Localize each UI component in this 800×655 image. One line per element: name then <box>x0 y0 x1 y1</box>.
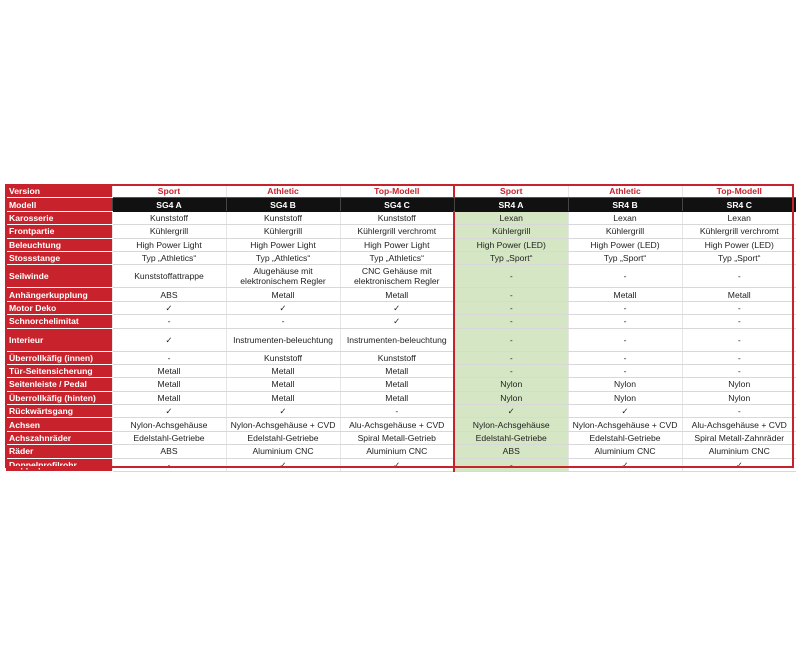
value-cell: Metall <box>112 391 226 404</box>
value-cell: - <box>682 328 796 351</box>
value-cell: Nylon <box>682 378 796 391</box>
value-cell: Kühlergrill <box>112 225 226 238</box>
value-cell: - <box>454 364 568 377</box>
table-row <box>6 431 796 444</box>
value-cell: Typ „Athletics“ <box>340 251 454 264</box>
table-row <box>6 251 796 264</box>
value-cell: Metall <box>112 378 226 391</box>
row-label: Modell <box>6 198 112 211</box>
value-cell: - <box>568 265 682 288</box>
value-cell: Nylon <box>568 391 682 404</box>
value-cell: ✓ <box>226 405 340 418</box>
value-cell: Metall <box>226 391 340 404</box>
model-cell: SG4 C <box>340 198 454 211</box>
value-cell: Metall <box>340 391 454 404</box>
table-row <box>6 445 796 458</box>
value-cell: - <box>682 301 796 314</box>
row-label: Räder <box>6 445 112 458</box>
row-label: Karosserie <box>6 211 112 224</box>
table-body <box>6 185 796 472</box>
value-cell: ✓ <box>112 405 226 418</box>
row-label: Anhängerkupplung <box>6 288 112 301</box>
value-cell: - <box>454 315 568 328</box>
value-cell: High Power Light <box>226 238 340 251</box>
row-label: Motor Deko <box>6 301 112 314</box>
model-row <box>6 198 796 211</box>
version-cell: Athletic <box>568 185 682 198</box>
row-label: Achszahnräder <box>6 431 112 444</box>
row-label: Überrollkäfig (innen) <box>6 351 112 364</box>
version-cell: Athletic <box>226 185 340 198</box>
value-cell: Instrumenten-beleuchtung <box>340 328 454 351</box>
value-cell: Typ „Athletics“ <box>226 251 340 264</box>
row-label: Rückwärtsgang <box>6 405 112 418</box>
value-cell: - <box>454 351 568 364</box>
table-row <box>6 301 796 314</box>
value-cell: High Power (LED) <box>568 238 682 251</box>
value-cell: High Power (LED) <box>454 238 568 251</box>
value-cell: High Power (LED) <box>682 238 796 251</box>
value-cell: Typ „Sport“ <box>454 251 568 264</box>
value-cell: ✓ <box>340 458 454 471</box>
value-cell: - <box>568 351 682 364</box>
value-cell: ✓ <box>112 301 226 314</box>
value-cell: - <box>682 351 796 364</box>
version-cell: Sport <box>454 185 568 198</box>
table-row <box>6 211 796 224</box>
value-cell: ✓ <box>568 458 682 471</box>
value-cell: Nylon <box>682 391 796 404</box>
value-cell: Alugehäuse mit elektronischem Regler <box>226 265 340 288</box>
value-cell: - <box>226 315 340 328</box>
row-label: Interieur <box>6 328 112 351</box>
value-cell: Metall <box>340 364 454 377</box>
value-cell: Edelstahl-Getriebe <box>112 431 226 444</box>
value-cell: Typ „Sport“ <box>682 251 796 264</box>
value-cell: Kühlergrill <box>568 225 682 238</box>
table-row <box>6 418 796 431</box>
row-label: Schnorchelimitat <box>6 315 112 328</box>
version-cell: Sport <box>112 185 226 198</box>
value-cell: Typ „Sport“ <box>568 251 682 264</box>
value-cell: Lexan <box>568 211 682 224</box>
version-row <box>6 185 796 198</box>
value-cell: Typ „Athletics“ <box>112 251 226 264</box>
value-cell: Metall <box>340 288 454 301</box>
value-cell: ✓ <box>226 458 340 471</box>
value-cell: - <box>454 301 568 314</box>
table-row <box>6 351 796 364</box>
value-cell: Instrumenten-beleuchtung <box>226 328 340 351</box>
value-cell: Aluminium CNC <box>568 445 682 458</box>
value-cell: - <box>112 315 226 328</box>
row-label: Seitenleiste / Pedal <box>6 378 112 391</box>
value-cell: - <box>454 328 568 351</box>
value-cell: Nylon-Achsgehäuse + CVD <box>226 418 340 431</box>
row-label: Seilwinde <box>6 265 112 288</box>
value-cell: ✓ <box>682 458 796 471</box>
value-cell: Nylon <box>454 391 568 404</box>
value-cell: ABS <box>112 445 226 458</box>
value-cell: - <box>682 315 796 328</box>
value-cell: Nylon-Achsgehäuse <box>454 418 568 431</box>
table-row <box>6 328 796 351</box>
value-cell: - <box>682 265 796 288</box>
value-cell: - <box>454 265 568 288</box>
value-cell: Metall <box>226 378 340 391</box>
value-cell: Kunststoffattrappe <box>112 265 226 288</box>
row-label: Tür-Seitensicherung <box>6 364 112 377</box>
value-cell: Metall <box>682 288 796 301</box>
value-cell: Edelstahl-Getriebe <box>454 431 568 444</box>
value-cell: Metall <box>340 378 454 391</box>
value-cell: Lexan <box>454 211 568 224</box>
row-label: Version <box>6 185 112 198</box>
value-cell: Kühlergrill <box>226 225 340 238</box>
row-label: Überrollkäfig (hinten) <box>6 391 112 404</box>
value-cell: Kühlergrill verchromt <box>340 225 454 238</box>
value-cell: Edelstahl-Getriebe <box>568 431 682 444</box>
table-row <box>6 265 796 288</box>
table-row <box>6 458 796 471</box>
value-cell: ✓ <box>226 301 340 314</box>
value-cell: Kunststoff <box>112 211 226 224</box>
value-cell: Nylon-Achsgehäuse <box>112 418 226 431</box>
model-cell: SG4 B <box>226 198 340 211</box>
value-cell: Metall <box>568 288 682 301</box>
value-cell: Metall <box>226 288 340 301</box>
value-cell: Aluminium CNC <box>682 445 796 458</box>
value-cell: - <box>454 458 568 471</box>
value-cell: Edelstahl-Getriebe <box>226 431 340 444</box>
value-cell: Nylon-Achsgehäuse + CVD <box>568 418 682 431</box>
value-cell: Metall <box>112 364 226 377</box>
table-row <box>6 378 796 391</box>
value-cell: Aluminium CNC <box>226 445 340 458</box>
value-cell: Kühlergrill <box>454 225 568 238</box>
table-row <box>6 405 796 418</box>
value-cell: - <box>112 351 226 364</box>
version-cell: Top-Modell <box>340 185 454 198</box>
table-row <box>6 288 796 301</box>
model-cell: SR4 A <box>454 198 568 211</box>
value-cell: Alu-Achsgehäuse + CVD <box>682 418 796 431</box>
value-cell: ABS <box>112 288 226 301</box>
value-cell: - <box>568 364 682 377</box>
model-cell: SR4 C <box>682 198 796 211</box>
value-cell: - <box>568 301 682 314</box>
value-cell: - <box>568 315 682 328</box>
value-cell: Lexan <box>682 211 796 224</box>
row-label: Frontpartie <box>6 225 112 238</box>
row-label: Doppelprofilrohr <box>6 458 112 471</box>
value-cell: - <box>112 458 226 471</box>
table-row <box>6 225 796 238</box>
value-cell: Kunststoff <box>340 351 454 364</box>
value-cell: ✓ <box>340 301 454 314</box>
value-cell: Kühlergrill verchromt <box>682 225 796 238</box>
value-cell: Aluminium CNC <box>340 445 454 458</box>
value-cell: Nylon <box>454 378 568 391</box>
value-cell: ✓ <box>112 328 226 351</box>
table-row <box>6 391 796 404</box>
model-cell: SG4 A <box>112 198 226 211</box>
value-cell: Spiral Metall-Zahnräder <box>682 431 796 444</box>
value-cell: Kunststoff <box>340 211 454 224</box>
value-cell: High Power Light <box>112 238 226 251</box>
value-cell: Metall <box>226 364 340 377</box>
version-cell: Top-Modell <box>682 185 796 198</box>
table-row <box>6 364 796 377</box>
value-cell: - <box>568 328 682 351</box>
value-cell: Nylon <box>568 378 682 391</box>
value-cell: ABS <box>454 445 568 458</box>
table-row <box>6 238 796 251</box>
table-row <box>6 315 796 328</box>
value-cell: Spiral Metall-Getrieb <box>340 431 454 444</box>
row-label: Achsen <box>6 418 112 431</box>
comparison-table-container <box>6 185 796 472</box>
value-cell: ✓ <box>568 405 682 418</box>
value-cell: ✓ <box>340 315 454 328</box>
comparison-table <box>6 185 796 472</box>
value-cell: - <box>340 405 454 418</box>
value-cell: - <box>454 288 568 301</box>
row-label: Beleuchtung <box>6 238 112 251</box>
value-cell: Alu-Achsgehäuse + CVD <box>340 418 454 431</box>
row-label: Stossstange <box>6 251 112 264</box>
model-cell: SR4 B <box>568 198 682 211</box>
value-cell: ✓ <box>454 405 568 418</box>
value-cell: CNC Gehäuse mit elektronischem Regler <box>340 265 454 288</box>
value-cell: Kunststoff <box>226 211 340 224</box>
value-cell: High Power Light <box>340 238 454 251</box>
value-cell: - <box>682 405 796 418</box>
value-cell: Kunststoff <box>226 351 340 364</box>
value-cell: - <box>682 364 796 377</box>
